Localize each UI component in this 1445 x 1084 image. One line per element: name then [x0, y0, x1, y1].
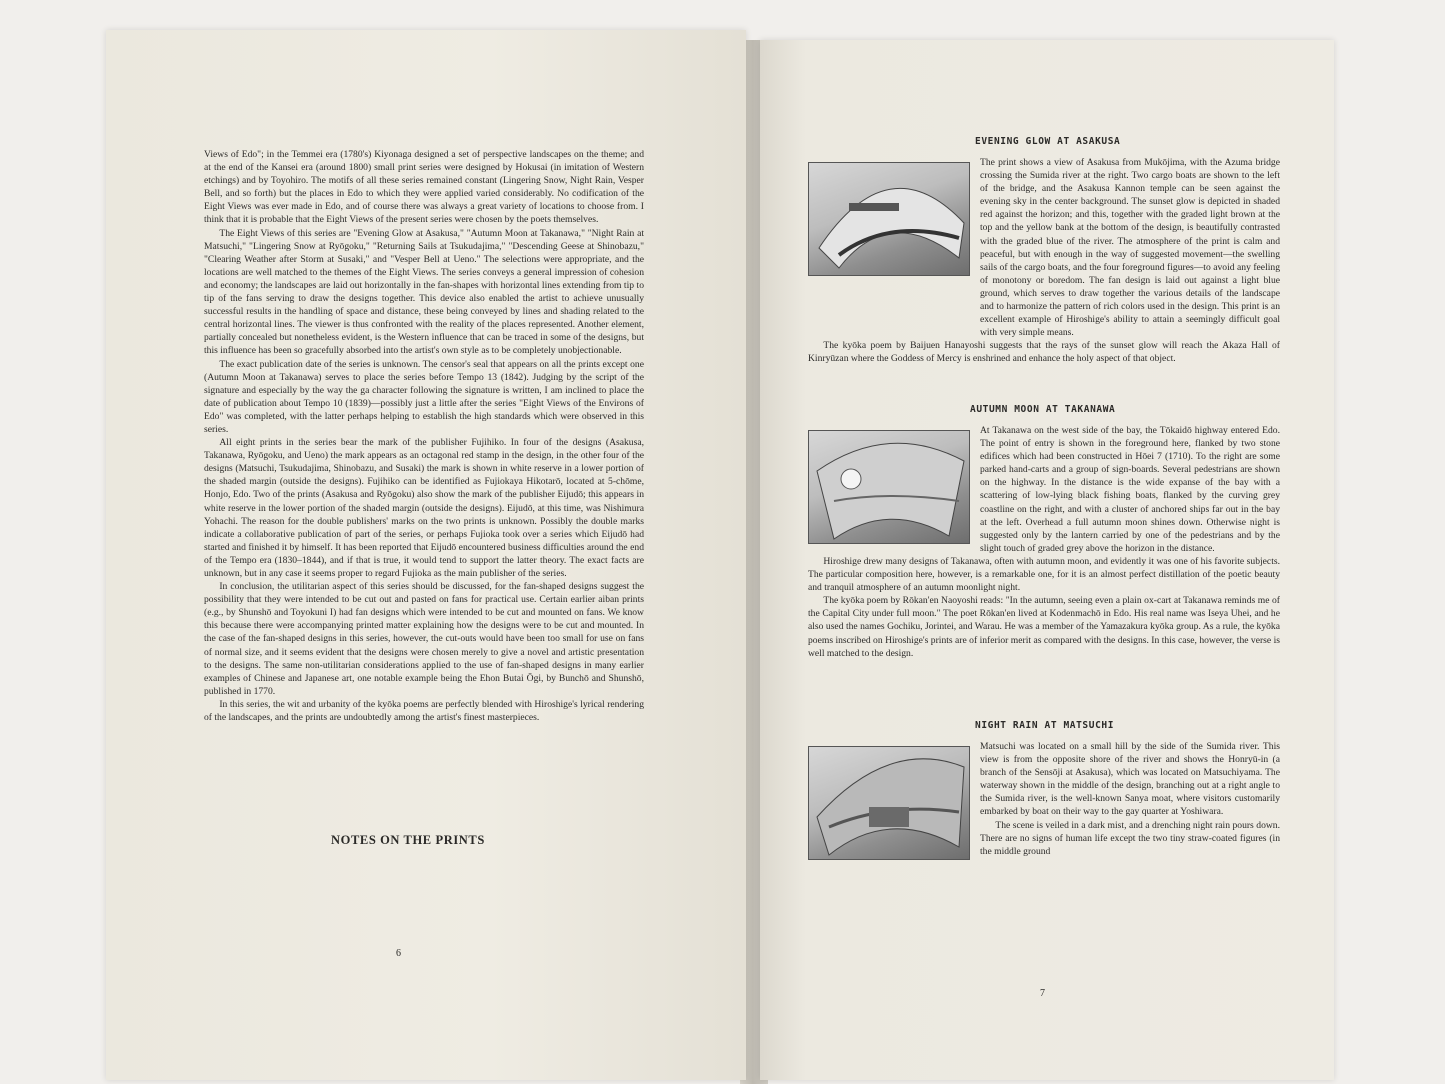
paragraph: At Takanawa on the west side of the bay, the Tōkaidō highway entered Edo. The point of entry is shown in the foreground here, flanked by two stone edifices which had been constructed in Hōei 7 (1710). To the right are some parked hand-carts and a group of sign-boards. Several pedestrians are shown on the highway. In the distance is the wide expanse of the bay with a scattering of low-lying black fishing boats, flanked by the curving grey coastline on the right, and with a cluster of anchored ships far out in the bay at the left. Overhead a full autumn moon shines down. Otherwise night is suggested only by the lantern carried by one of the pedestrians and by the slight touch of graded grey above the horizon in the distance.	[980, 425, 1280, 554]
left-page-text	[204, 148, 644, 724]
section-body	[808, 424, 1280, 660]
section-title: EVENING GLOW AT ASAKUSA	[975, 136, 1121, 147]
section-title: AUTUMN MOON AT TAKANAWA	[970, 404, 1116, 415]
section-body	[808, 740, 1280, 858]
paragraph: The kyōka poem by Rōkan'en Naoyoshi reads: "In the autumn, seeing even a plain ox-cart at Takanawa reminds me of the Capital City under full moon." The poet Rōkan'en lived at Kodenmachō in Edo. His real name was Iseya Uhei, and he also used the names Gochiku, Jorintei, and Warau. He was a member of the Yamazakura kyōka group. As a rule, the kyōka poems inscribed on Hiroshige's prints are of inferior merit as compared with the designs. In this case, however, the verse is well matched to the design.	[808, 595, 1280, 659]
section-body	[808, 156, 1280, 366]
paragraph: All eight prints in the series bear the mark of the publisher Fujihiko. In four of the designs (Asakusa, Takanawa, Ryōgoku, and Ueno) the mark appears as an octagonal red stamp in the design, in the other four of the designs (Matsuchi, Tsukudajima, Shinobazu, and Susaki) the mark is shown in white reserve in a lower portion of the shaded margin (outside the designs). Fujihiko can be identified as Fujiokaya Hikotarō, located at 5-chōme, Honjo, Edo. Two of the prints (Asakusa and Ryōgoku) also show the mark of the publisher Eijudō; this appears in white reserve in the lower portion of the shaded margin (outside the designs). Eijudō, at this time, was Nishimura Yohachi. The reason for the double publishers' marks on the two prints is unknown. Possibly the double marks indicate a collaborative publication of part of the series, or perhaps Fujioka took over a series which Eijudō had started and finished it by himself. It has been reported that Eijudō encountered business difficulties around the end of the Tempo era (1830–1844), and if that is true, it would tend to support the latter theory. The exact facts are unknown, but in any case it seems proper to regard Fujioka as the main publisher of the series.	[204, 437, 644, 579]
section-title: NIGHT RAIN AT MATSUCHI	[975, 720, 1115, 731]
paragraph: The scene is veiled in a dark mist, and a drenching night rain pours down. There are no signs of human life except the two tiny straw-coated figures (in the middle ground	[980, 819, 1280, 857]
paragraph: Hiroshige drew many designs of Takanawa, often with autumn moon, and evidently it was one of his favorite subjects. The particular composition here, however, is a remarkable one, for it is an almost perfect distillation of the poetic beauty and tranquil atmosphere of an autumn moonlight night.	[808, 555, 1280, 594]
paragraph: Views of Edo"; in the Temmei era (1780's) Kiyonaga designed a set of perspective landscapes on the theme; and at the end of the Kansei era (around 1800) small print series were designed by Hokusai (in imitation of Western etchings) and by Toyohiro. The motifs of all these series remained constant (Lingering Snow, Night Rain, Vesper Bell, and so forth) but the places in Edo to which they were applied varied considerably. No codification of the Eight Views was ever made in Edo, and of course there was always a great variety of locations to choose from. I think that it is probable that the Eight Views of the present series were chosen by the poets themselves.	[204, 149, 644, 226]
paragraph: Matsuchi was located on a small hill by the side of the Sumida river. This view is from the opposite shore of the river and shows the Honryū-in (a branch of the Sensōji at Asakusa), which was located on Matsuchiyama. The waterway shown in the middle of the design, branching out at a right angle to the Sumida river, is the well-known Sanya moat, where visitors customarily embarked by boat on their way to the gay quarter at Yoshiwara.	[980, 741, 1280, 818]
right-page	[760, 40, 1334, 1080]
paragraph: The exact publication date of the series is unknown. The censor's seal that appears on all the prints except one (Autumn Moon at Takanawa) serves to place the series before Tempo 13 (1842). Judging by the script of the signature and especially by the way the ga character following the signature is written, I am inclined to place the date of publication about Tempo 10 (1839)—possibly just a little after the series "Eight Views of the Environs of Edo" was completed, with the latter perhaps helping to establish the high standards which were observed in this series.	[204, 358, 644, 435]
paragraph: The Eight Views of this series are "Evening Glow at Asakusa," "Autumn Moon at Takanawa," "Night Rain at Matsuchi," "Lingering Snow at Ryōgoku," "Returning Sails at Tsukudajima," "Descending Geese at Shinobazu," "Clearing Weather after Storm at Susaki," and "Vesper Bell at Ueno." The selections were appropriate, and the locations are well matched to the themes of the Eight Views. The series conveys a general impression of cohesion and economy; the landscapes are laid out horizontally in the fan-shapes with horizontal lines extending from tip to tip of the fans serving to draw the designs together. This device also enabled the artist to achieve unusually successful results in the handling of space and distance, these being conveyed by lines and shading related to the central horizontal lines. The viewer is thus confronted with the reality of the places represented. Another element, partially concealed but nonetheless evident, is the Western influence that can be traced in some of the designs, but this influence has been so gracefully absorbed into the artist's own style as to be completely unobjectionable.	[204, 227, 644, 357]
paragraph: The print shows a view of Asakusa from Mukōjima, with the Azuma bridge crossing the Sumida river at the right. Two cargo boats are shown to the left of the bridge, and the Asakusa Kannon temple can be seen against the evening sky in the center background. The sunset glow is depicted in shaded red against the horizon; and this, together with the graded light brown at the top and the yellow bank at the bottom of the design, is beautifully contrasted with the graded blue of the river. The atmosphere of the print is calm and peaceful, but with enough in the way of suggested movement—the swelling sails of the cargo boats, and the four foreground figures—to avoid any feeling of monotony or boredom. The fan design is laid out against a light blue ground, which serves to draw together the various details of the landscape and to harmonize the pattern of rich colors used in the design. This print is an excellent example of Hiroshige's ability to attain a seemingly difficult goal with very simple means.	[980, 157, 1280, 339]
paragraph: The kyōka poem by Baijuen Hanayoshi suggests that the rays of the sunset glow will reach the Akaza Hall of Kinryūzan where the Goddess of Mercy is enshrined and enhance the holy aspect of that object.	[808, 340, 1280, 365]
left-page	[106, 30, 746, 1080]
notes-heading: NOTES ON THE PRINTS	[331, 833, 485, 847]
page-number: 7	[1040, 988, 1045, 999]
page-number: 6	[396, 948, 401, 959]
paragraph: In this series, the wit and urbanity of the kyōka poems are perfectly blended with Hiroshige's lyrical rendering of the landscapes, and the prints are undoubtedly among the artist's finest masterpieces.	[204, 698, 644, 724]
paragraph: In conclusion, the utilitarian aspect of this series should be discussed, for the fan-shaped designs suggest the possibility that they were intended to be cut out and pasted on fans for practical use. Certain earlier aiban prints (e.g., by Shunshō and Toyokuni I) had fan designs which were intended to be cut and mounted on fans. We know this because there were accompanying printed matter explaining how the designs were to be cut and mounted. In the case of the fan-shaped designs in this series, however, the cut-outs would have been too small for use on fans of normal size, and it seems evident that the designs were chosen merely to give a novel and artistic presentation to the designs. The same non-utilitarian considerations applied to the use of fan-shaped designs in many earlier examples of Chinese and Japanese art, one notable example being the Ehon Butai Ōgi, by Bunchō and Shunshō, published in 1770.	[204, 581, 644, 697]
